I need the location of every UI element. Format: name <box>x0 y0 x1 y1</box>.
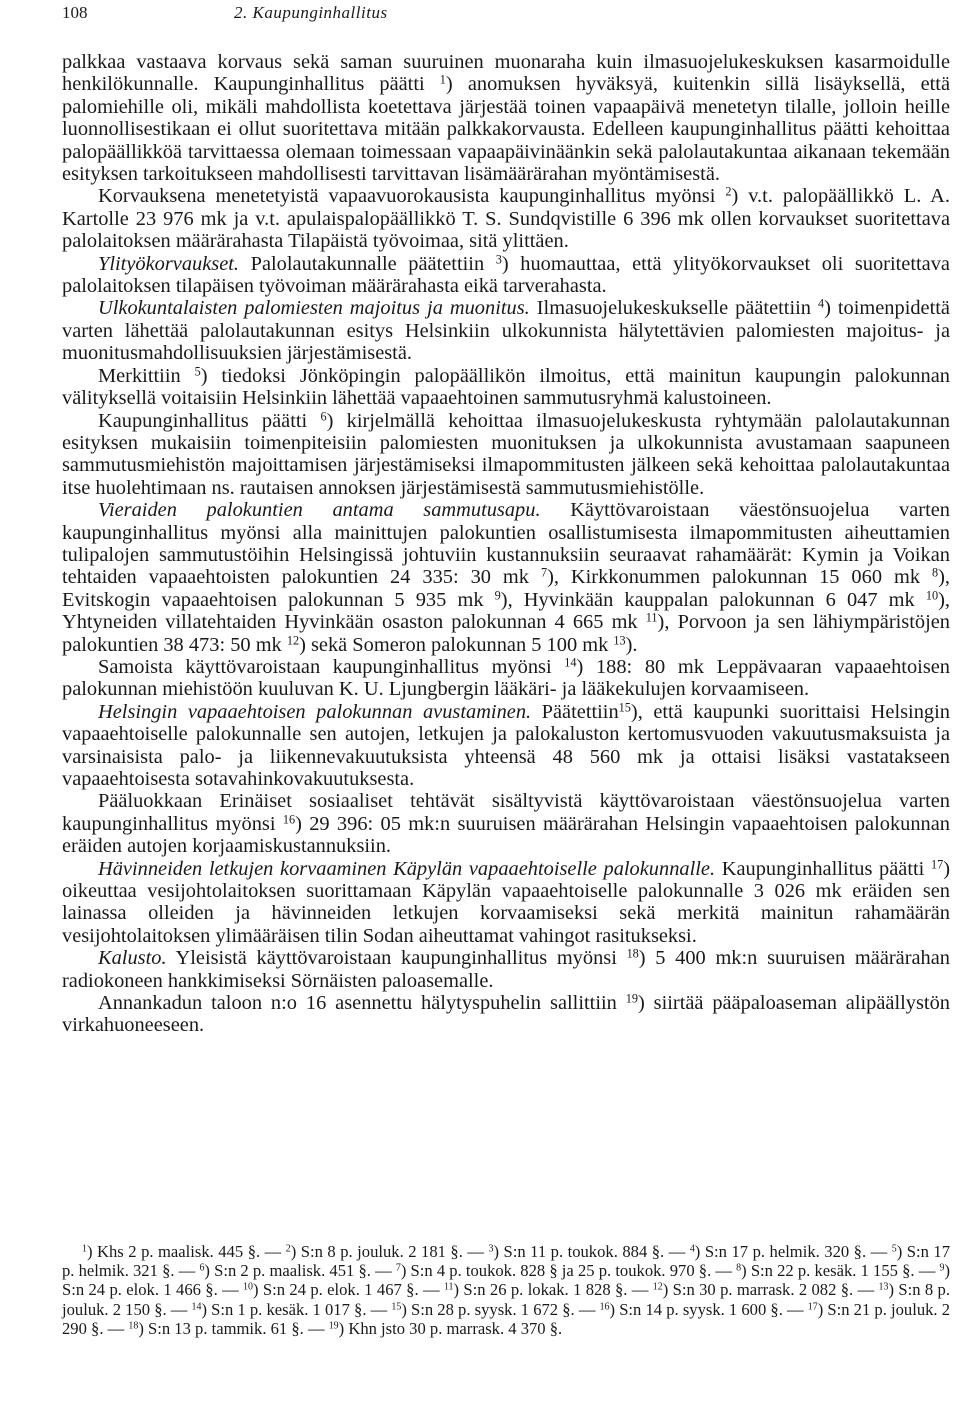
footnote-number: 7 <box>395 1262 401 1274</box>
footnote-number: 1 <box>82 1243 87 1255</box>
text-run: ) toimenpidettä varten lähettää palolautakunnan esitys Helsinkiin ulkokunnista hälytettävien palomiesten majoitus- ja muonitusmahdollisuuksien järjestämisestä. <box>62 297 950 365</box>
footnote-number: 12 <box>652 1281 663 1293</box>
footnote-number: 15 <box>391 1301 402 1313</box>
footnote-number: 16 <box>599 1301 610 1313</box>
paragraph <box>62 790 950 857</box>
footnote-text: ) S:n 21 p. jouluk. 2 290 §. — <box>62 1299 951 1338</box>
footnote-text: ) S:n 8 p. jouluk. 2 181 §. — <box>290 1242 489 1261</box>
footnote-ref: 13 <box>613 632 626 647</box>
footnote-ref: 7 <box>540 565 548 580</box>
footnotes <box>62 1242 950 1338</box>
footnote-number: 5 <box>891 1243 897 1255</box>
footnote-ref: 12 <box>286 632 300 647</box>
page-number: 108 <box>62 3 88 22</box>
text-run: ) siirtää pääpaloaseman alipäällystön virkahuoneeseen. <box>62 992 950 1037</box>
footnote-list <box>62 1242 950 1338</box>
text-run: ) 29 396: 05 mk:n suuruisen määrärahan Helsingin vapaaehtoisen palokunnan eräiden autojen korjaamiskustannuksiin. <box>62 812 950 858</box>
section-heading: Helsingin vapaaehtoisen palokunnan avustaminen. <box>98 700 532 723</box>
footnote-number: 13 <box>878 1281 889 1293</box>
paragraph <box>62 51 950 185</box>
text-run: ). <box>625 633 638 656</box>
footnote-number: 4 <box>689 1243 695 1255</box>
footnote-text: ) S:n 24 p. elok. 1 467 §. — <box>253 1280 444 1300</box>
footnote-text: ) Khs 2 p. maalisk. 445 §. — <box>86 1242 286 1261</box>
footnote-ref: 9 <box>494 588 501 603</box>
text-run: ) kirjelmällä kehoittaa ilmasuojelukeskusta ryhtymään palolautakunnan esityksen mukaisiin toimenpiteisiin palomiesten muonituksen ja ulkokunnista avustamaan saapuneen sammutusmiehistön majoittamisen järjestämiseksi ilmapommitusten jälkeen sekä kehoittaa palolautakuntaa itse huolehtimaan ns. rautaisen annoksen järjestämisestä sammutusmiehistölle. <box>62 409 950 499</box>
footnote-ref: 5 <box>194 363 201 378</box>
footnote-number: 8 <box>736 1262 742 1274</box>
footnote-ref: 14 <box>564 655 577 670</box>
text-run: Yleisistä käyttövaroistaan kaupunginhallitus myönsi <box>166 947 627 970</box>
footnote-text: ) S:n 24 p. elok. 1 466 §. — <box>62 1261 950 1300</box>
text-run: ), Hyvinkään kauppalan palokunnan 6 047 mk <box>500 588 926 611</box>
text-run: Kaupunginhallitus päätti <box>715 857 931 880</box>
paragraph <box>62 947 950 992</box>
footnote-ref: 6 <box>320 408 327 423</box>
paragraph <box>62 253 950 298</box>
footnote-number: 2 <box>285 1243 291 1255</box>
footnote-text: ) S:n 22 p. kesäk. 1 155 §. — <box>741 1261 940 1281</box>
text-run: ), Yhtyneiden villatehtaiden Hyvinkään osaston palokunnan 4 665 mk <box>62 588 950 634</box>
text-run: ) 5 400 mk:n suuruisen määrärahan radiokoneen hankkimiseksi Sörnäisten paloasemalle. <box>62 947 950 992</box>
text-run: ) oikeuttaa vesijohtolaitoksen suorittamaan Käpylän vapaaehtoiselle palokunnalle 3 026 mk eräiden sen lainassa olleiden ja hävinneiden letkujen korvaamiseksi sekä merkitä mainitun rahamäärän vesijohtolaitoksen ylimääräisen tilin Sodan aiheuttamat vahingot rasitukseksi. <box>62 857 951 947</box>
footnote-text: ) S:n 17 p. helmik. 321 §. — <box>62 1242 950 1281</box>
paragraph <box>62 656 950 701</box>
text-run: Kaupunginhallitus päätti <box>213 73 440 96</box>
text-run: Päätettiin <box>531 700 619 723</box>
footnote-ref: 2 <box>725 184 732 199</box>
footnote-text: ) Khn jsto 30 p. marrask. 4 370 §. <box>338 1318 563 1338</box>
paragraph <box>62 992 950 1037</box>
text-run: ), että kaupunki suorittaisi Helsingin vapaaehtoiselle palokunnalle sen autojen, letkujen ja palokaluston kertomusvuoden vakuutusmaksuista ja varsinaisista palo- ja liikennevakuutuksista yhteensä 48 560 mk ja ottaisi lisäksi vastatakseen vapaaehtoisesta sotavahinkovakuutuksesta. <box>62 700 950 790</box>
section-heading: Kalusto. <box>98 947 167 970</box>
text-run: Merkittiin <box>98 364 195 387</box>
section-heading: Ulkokuntalaisten palomiesten majoitus ja muonitus. <box>98 297 530 320</box>
text-run: Annankadun taloon n:o 16 asennettu hälytyspuhelin sallittiin <box>98 992 626 1015</box>
footnote-text: ) S:n 14 p. syysk. 1 600 §. — <box>609 1299 808 1319</box>
footnote-text: ) S:n 11 p. toukok. 884 §. — <box>493 1242 690 1261</box>
text-run: ), Evitskogin vapaaehtoisen palokunnan 5 935 mk <box>62 566 951 611</box>
paragraph <box>62 410 950 500</box>
footnote-ref: 17 <box>930 856 944 871</box>
footnote-number: 17 <box>807 1301 818 1313</box>
footnote-number: 6 <box>199 1262 205 1274</box>
footnote-number: 10 <box>243 1281 253 1293</box>
paragraph <box>62 365 950 410</box>
running-title: 2. Kaupunginhallitus <box>234 3 388 22</box>
footnote-ref: 8 <box>932 565 939 580</box>
footnote-number: 3 <box>488 1243 494 1255</box>
text-run: ) v.t. palopäällikkö L. A. Kartolle 23 976 mk ja v.t. apulaispalopäällikkö T. S. Sundqvistille 6 396 mk ollen korvaukset suoritettava palolaitoksen määrärahasta Tilapäistä työvoimaa, sitä ylittäen. <box>62 185 950 253</box>
text-run: ) 188: 80 mk Leppävaaran vapaaehtoisen palokunnan miehistöön kuuluvan K. U. Ljungbergin lääkäri- ja lääkekulujen korvaamiseen. <box>62 655 950 701</box>
text-run: ) huomauttaa, että ylityökorvaukset oli suoritettava palolaitoksen tilapäisen työvoiman määrärahasta eikä tarverahasta. <box>62 252 950 298</box>
footnote-ref: 19 <box>625 991 638 1006</box>
footnote-ref: 16 <box>282 812 296 827</box>
footnote-text: ) S:n 2 p. maalisk. 451 §. — <box>204 1261 396 1281</box>
text-run: ) sekä Someron palokunnan 5 100 mk <box>299 633 614 656</box>
footnote-text: ) S:n 4 p. toukok. 828 § ja 25 p. toukok. 970 §. — <box>400 1261 737 1281</box>
body-text <box>62 51 950 1037</box>
footnote-ref: 1 <box>439 72 446 87</box>
paragraph <box>62 858 950 948</box>
footnote-number: 11 <box>443 1281 454 1293</box>
footnote-number: 14 <box>191 1301 202 1313</box>
section-heading: Ylityökorvaukset. <box>98 252 240 275</box>
text-run: Palolautakunnalle päätettiin <box>239 252 496 275</box>
text-run: ), Kirkkonummen palokunnan 15 060 mk <box>547 566 932 589</box>
page-header <box>62 0 950 26</box>
footnote-text: ) S:n 13 p. tammik. 61 §. — <box>138 1318 329 1338</box>
text-run: Ilmasuojelukeskukselle päätettiin <box>529 297 818 320</box>
paragraph <box>62 499 950 656</box>
footnote-ref: 3 <box>495 251 502 266</box>
footnote-text: ) S:n 26 p. lokak. 1 828 §. — <box>453 1280 653 1300</box>
text-run: ) anomuksen hyväksyä, kuitenkin sillä lisäyksellä, että palomiehille oli, mikäli mahdollista koetettava järjestää toinen vapaapäivä menetetyn tilalle, jolloin heille luonnollisestikaan ei ollut suoritettava mitään palkkakorvausta. <box>62 73 951 141</box>
footnote-text: ) S:n 17 p. helmik. 320 §. — <box>694 1242 892 1261</box>
footnote-ref: 10 <box>925 588 939 603</box>
section-heading: Hävinneiden letkujen korvaaminen Käpylän vapaaehtoiselle palokunnalle. <box>98 857 716 880</box>
footnote-ref: 15 <box>618 700 631 715</box>
footnote-number: 19 <box>328 1320 339 1332</box>
footnote-text: ) S:n 30 p. marrask. 2 082 §. — <box>662 1280 879 1300</box>
text-run: Kaupunginhallitus päätti <box>98 409 321 432</box>
text-run: ), Porvoon ja sen lähiympäristöjen palokuntien 38 473: 50 mk <box>62 611 950 656</box>
paragraph <box>62 297 950 364</box>
footnote-ref: 18 <box>626 946 639 961</box>
footnote-text: ) S:n 28 p. syysk. 1 672 §. — <box>401 1299 600 1319</box>
text-run: Edelleen kaupunginhallitus päätti kehoittaa palopäällikköä tarvittaessa olemaan toimessaan vapaapäivinäänkin sekä palolautakuntaa aikanaan tekemään esityksen tarkoitukseen mahdollisesti tarvittavan lisämäärärahan myöntämisestä. <box>62 118 950 186</box>
text-run: Samoista käyttövaroistaan kaupunginhallitus myönsi <box>98 655 565 678</box>
text-run: Pääluokkaan Erinäiset sosiaaliset tehtävät sisältyvistä käyttövaroistaan väestönsuojelua varten kaupunginhallitus myönsi <box>62 790 950 835</box>
footnote-ref: 11 <box>645 610 658 625</box>
paragraph <box>62 701 950 791</box>
text-run: ) tiedoksi Jönköpingin palopäällikön ilmoitus, että mainitun kaupungin palokunnan välityksellä voitaisiin Helsinkiin lähettää vapaaehtoinen sammutusryhmä kalustoineen. <box>62 364 950 410</box>
text-run: palkkaa vastaava korvaus sekä saman suuruinen muonaraha kuin ilmasuojelukeskuksen kasarmoidulle henkilökunnalle. <box>62 51 950 96</box>
footnote-number: 18 <box>128 1320 139 1332</box>
paragraph <box>62 185 950 252</box>
section-heading: Vieraiden palokuntien antama sammutusapu. <box>98 499 541 522</box>
footnote-text: ) S:n 1 p. kesäk. 1 017 §. — <box>201 1299 392 1319</box>
footnote-ref: 4 <box>817 296 825 311</box>
text-run: Korvauksena menetetyistä vapaavuorokausista kaupunginhallitus myönsi <box>98 185 726 208</box>
footnote-text: ) S:n 8 p. jouluk. 2 150 §. — <box>62 1280 950 1319</box>
text-run: Käyttövaroistaan väestönsuojelua varten kaupunginhallitus myönsi alla mainittujen palokuntien osallistumisesta ilmapommitusten aiheuttamien tulipalojen sammutustöihin Helsingissä johtuviin kustannuksiin seuraavat rahamäärät: Kymin ja Voikan tehtaiden vapaaehtoisten palokuntien 24 335: 30 mk <box>62 499 950 589</box>
footnote-number: 9 <box>939 1262 945 1274</box>
